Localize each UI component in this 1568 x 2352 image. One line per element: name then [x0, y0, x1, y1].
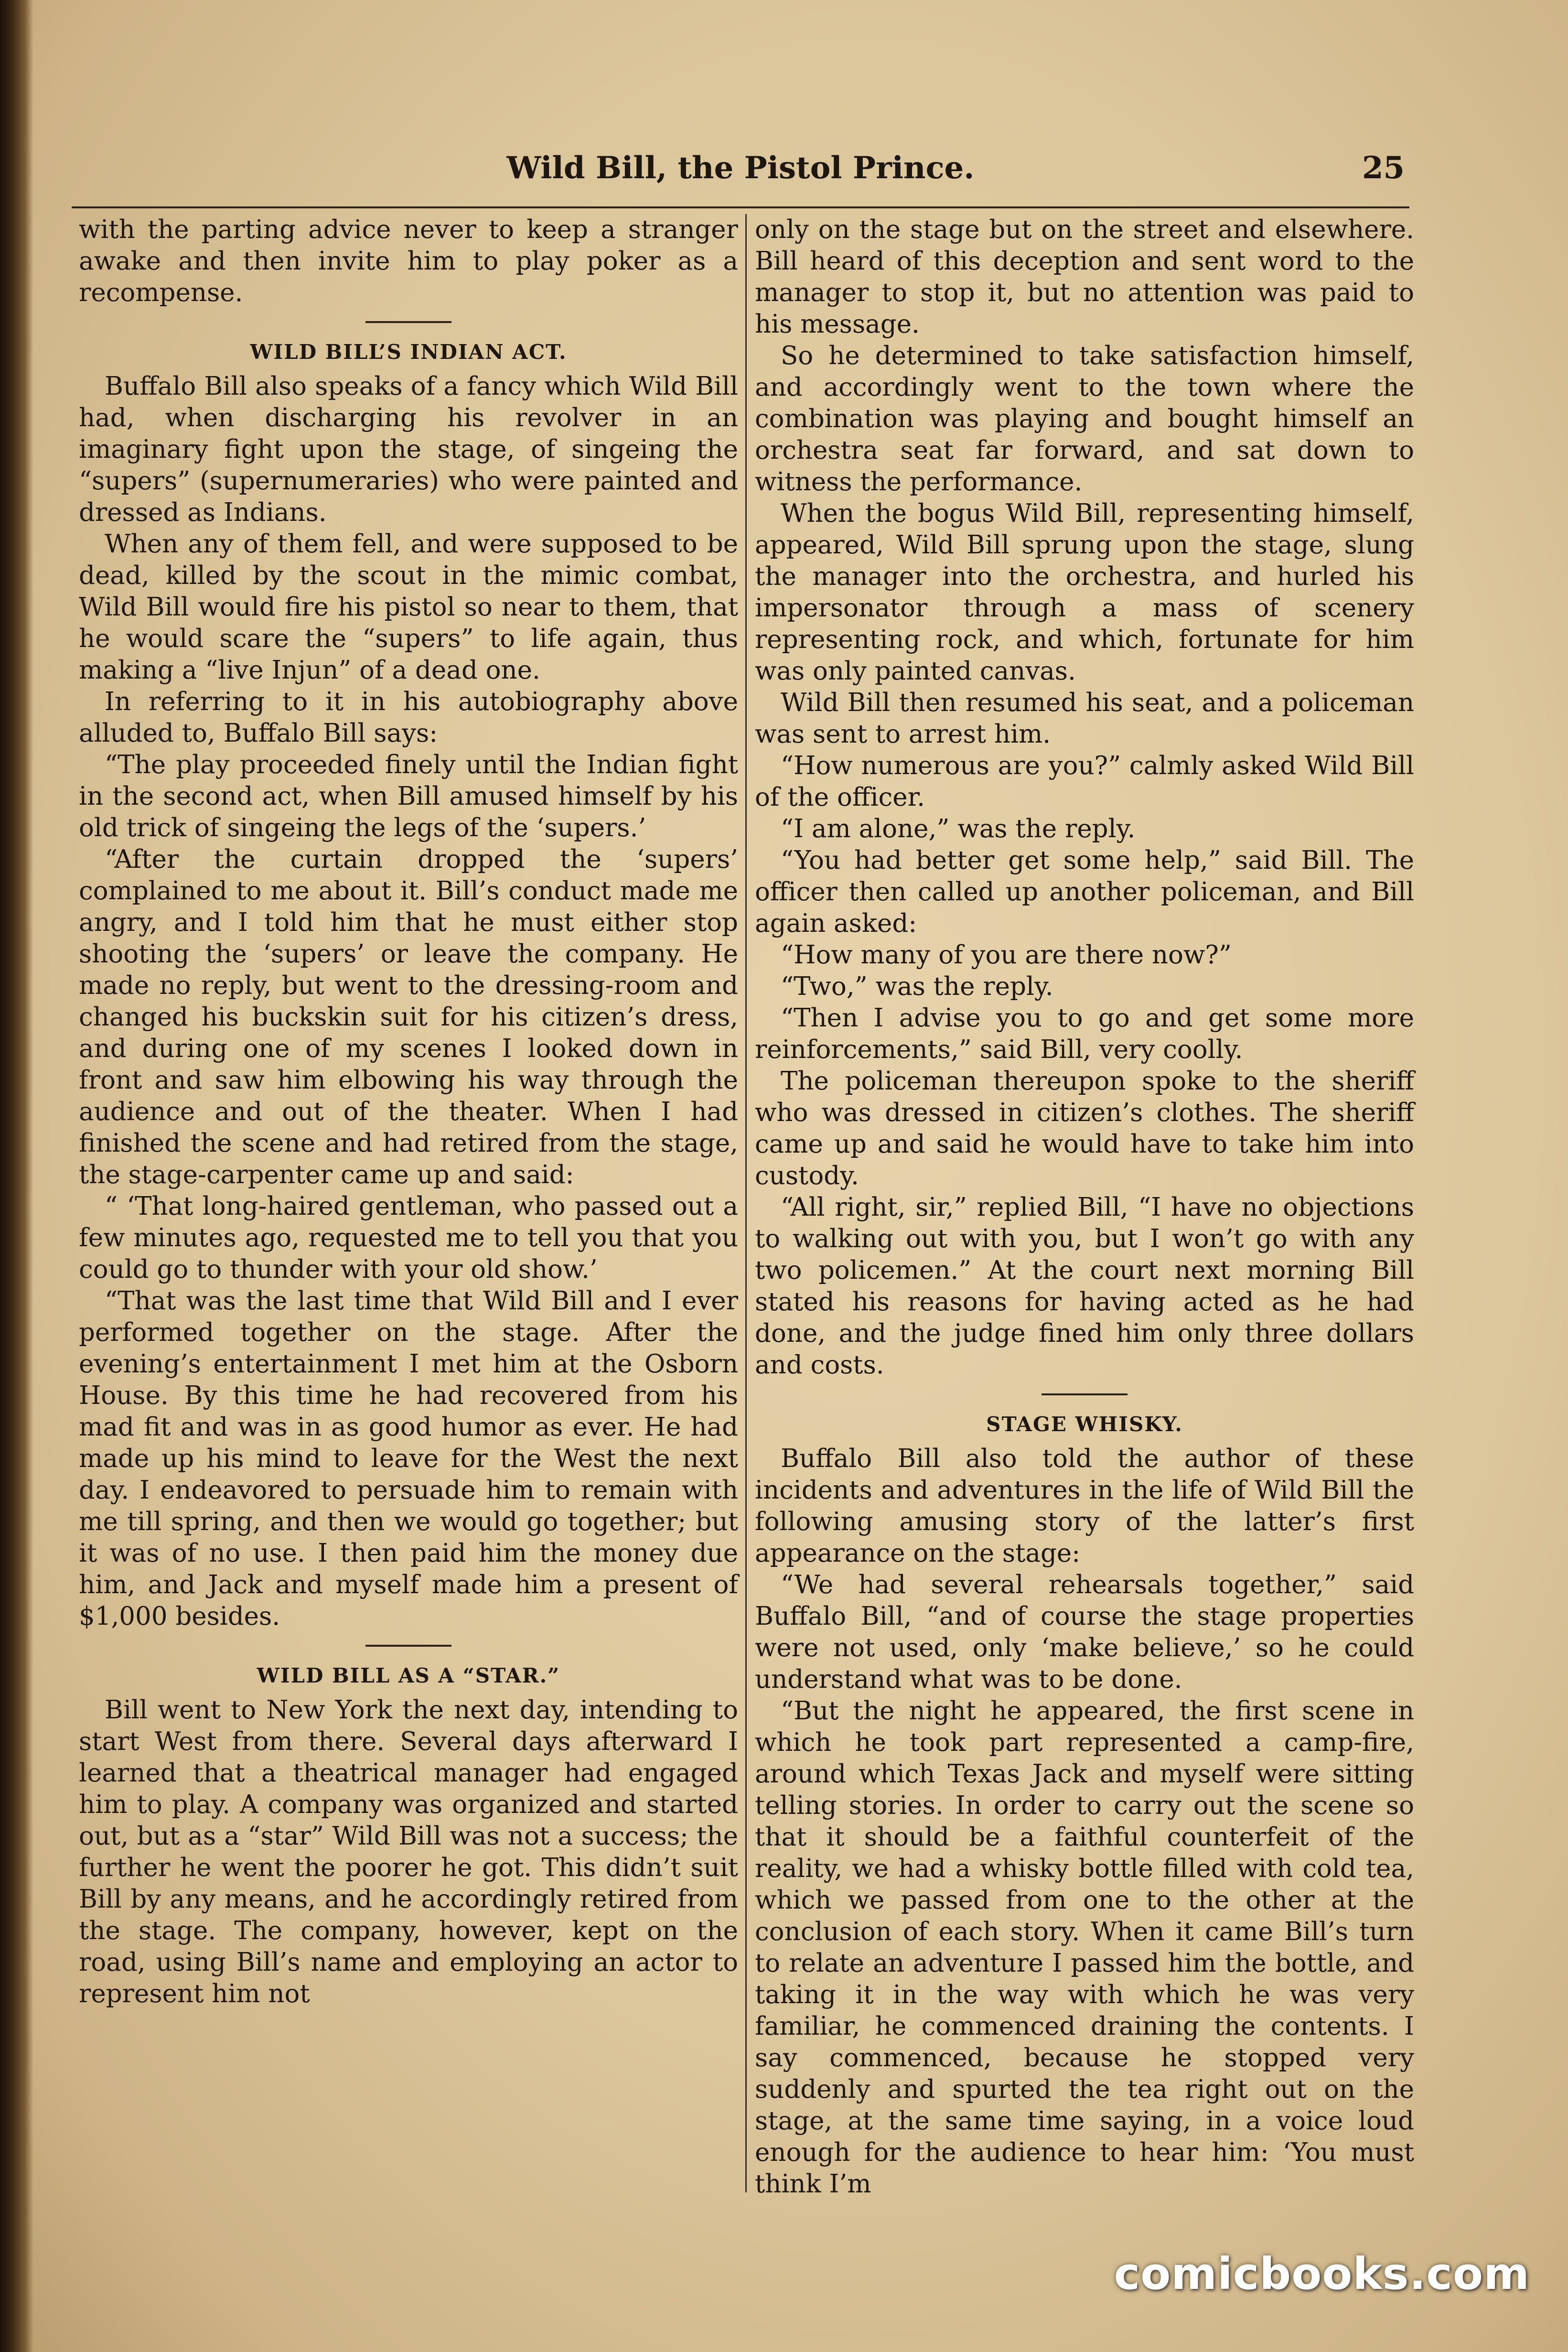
paragraph: The policeman thereupon spoke to the sheriff who was dressed in citizen’s clothes. The sheriff came up and said he would have to take him into custody.: [755, 1067, 1414, 1190]
header-rule: [72, 206, 1409, 208]
paragraph: “Then I advise you to go and get some more reinforcements,” said Bill, very coolly.: [755, 1003, 1414, 1064]
paragraph: Wild Bill then resumed his seat, and a policeman was sent to arrest him.: [755, 688, 1414, 749]
paragraph: “I am alone,” was the reply.: [781, 814, 1136, 843]
section-divider: [1042, 1393, 1128, 1395]
paragraph: When the bogus Wild Bill, representing himself, appeared, Wild Bill sprung upon the stage, slung the manager into the orchestra, and hurled his impersonator through a mass of scenery representing rock, and which, fortunate for him was only painted canvas.: [755, 499, 1414, 686]
paragraph: “But the night he appeared, the first scene in which he took part represented a camp-fire, around which Texas Jack and myself were sitting telling stories. In order to carry out the scene so that it should be a faithful counterfeit of the reality, we had a whisky bottle filled with cold tea, which we passed from one to the other at the conclusion of each story. When it came Bill’s turn to relate an adventure I passed him the bottle, and taking it in the way with which he was very familiar, he commenced draining the contents. I say commenced, because he stopped very suddenly and spurted the tea right out on the stage, at the same time saying, in a voice loud enough for the audience to hear him: ‘You must think I’m: [755, 1696, 1414, 2199]
paragraph: In referring to it in his autobiography above alluded to, Buffalo Bill says:: [79, 687, 738, 748]
paragraph: “The play proceeded finely until the Indian fight in the second act, when Bill amused himself by his old trick of singeing the legs of the ‘supers.’: [79, 750, 738, 842]
section-heading: STAGE WHISKY.: [986, 1413, 1183, 1436]
section-divider: [365, 1645, 451, 1647]
paragraph: Bill went to New York the next day, intending to start West from there. Several days afterward I learned that a theatrical manager had engaged him to play. A company was organized and started out, but as a “star” Wild Bill was not a success; the further he went the poorer he got. This didn’t suit Bill by any means, and he accordingly retired from the stage. The company, however, kept on the road, using Bill’s name and employing an actor to represent him not: [79, 1695, 738, 2008]
paragraph: “You had better get some help,” said Bill. The officer then called up another policeman, and Bill again asked:: [755, 846, 1414, 938]
page-header: [72, 143, 1409, 205]
paragraph: “Two,” was the reply.: [781, 972, 1053, 1001]
paragraph: Buffalo Bill also speaks of a fancy which Wild Bill had, when discharging his revolver in an imaginary fight upon the stage, of singeing the “supers” (supernumeraries) who were painted and dressed as Indians.: [79, 372, 738, 527]
site-watermark: comicbooks.com: [1114, 2248, 1530, 2299]
paragraph: So he determined to take satisfaction himself, and accordingly went to the town where the combination was playing and bought himself an orchestra seat far forward, and sat down to witness the performance.: [755, 341, 1414, 496]
paragraph: When any of them fell, and were supposed to be dead, killed by the scout in the mimic combat, Wild Bill would fire his pistol so near to them, that he would scare the “supers” to life again, thus making a “live Injun” of a dead one.: [79, 529, 738, 685]
paragraph: Buffalo Bill also told the author of these incidents and adventures in the life of Wild Bill the following amusing story of the latter’s first appearance on the stage:: [755, 1444, 1414, 1568]
paragraph: “After the curtain dropped the ‘supers’ complained to me about it. Bill’s conduct made me angry, and I told him that he must either stop shooting the ‘supers’ or leave the company. He made no reply, but went to the dressing-room and changed his buckskin suit for his citizen’s dress, and during one of my scenes I looked down in front and saw him elbowing his way through the audience and out of the theater. When I had finished the scene and had retired from the stage, the stage-carpenter came up and said:: [79, 845, 738, 1189]
book-spine-shadow: [0, 0, 33, 2352]
paragraph: with the parting advice never to keep a stranger awake and then invite him to play poker as a recompense.: [79, 215, 738, 307]
left-column: [79, 214, 738, 2240]
running-title: Wild Bill, the Pistol Prince.: [506, 150, 975, 186]
paragraph: “We had several rehearsals together,” said Buffalo Bill, “and of course the stage properties were not used, only ‘make believe,’ so he could understand what was to be done.: [755, 1570, 1414, 1694]
paragraph: “ ‘That long-haired gentleman, who passed out a few minutes ago, requested me to tell you that you could go to thunder with your old show.’: [79, 1192, 738, 1284]
section-divider: [365, 321, 451, 323]
right-column: [755, 214, 1414, 2240]
column-rule: [745, 214, 747, 2192]
paragraph: “How numerous are you?” calmly asked Wild Bill of the officer.: [755, 751, 1414, 812]
section-heading: WILD BILL AS A “STAR.”: [257, 1664, 560, 1687]
paragraph: “How many of you are there now?”: [781, 940, 1232, 970]
paragraph: only on the stage but on the street and elsewhere. Bill heard of this deception and sent word to the manager to stop it, but no attention was paid to his message.: [755, 215, 1414, 339]
paragraph: “That was the last time that Wild Bill and I ever performed together on the stage. After the evening’s entertainment I met him at the Osborn House. By this time he had recovered from his mad fit and was in as good humor as ever. He had made up his mind to leave for the West the next day. I endeavored to persuade him to remain with me till spring, and then we would go together; but it was of no use. I then paid him the money due him, and Jack and myself made him a present of $1,000 besides.: [79, 1286, 738, 1631]
page-number: 25: [1362, 150, 1405, 186]
paragraph: “All right, sir,” replied Bill, “I have no objections to walking out with you, but I won’t go with any two policemen.” At the court next morning Bill stated his reasons for having acted as he had done, and the judge fined him only three dollars and costs.: [755, 1193, 1414, 1380]
section-heading: WILD BILL’S INDIAN ACT.: [250, 340, 567, 364]
